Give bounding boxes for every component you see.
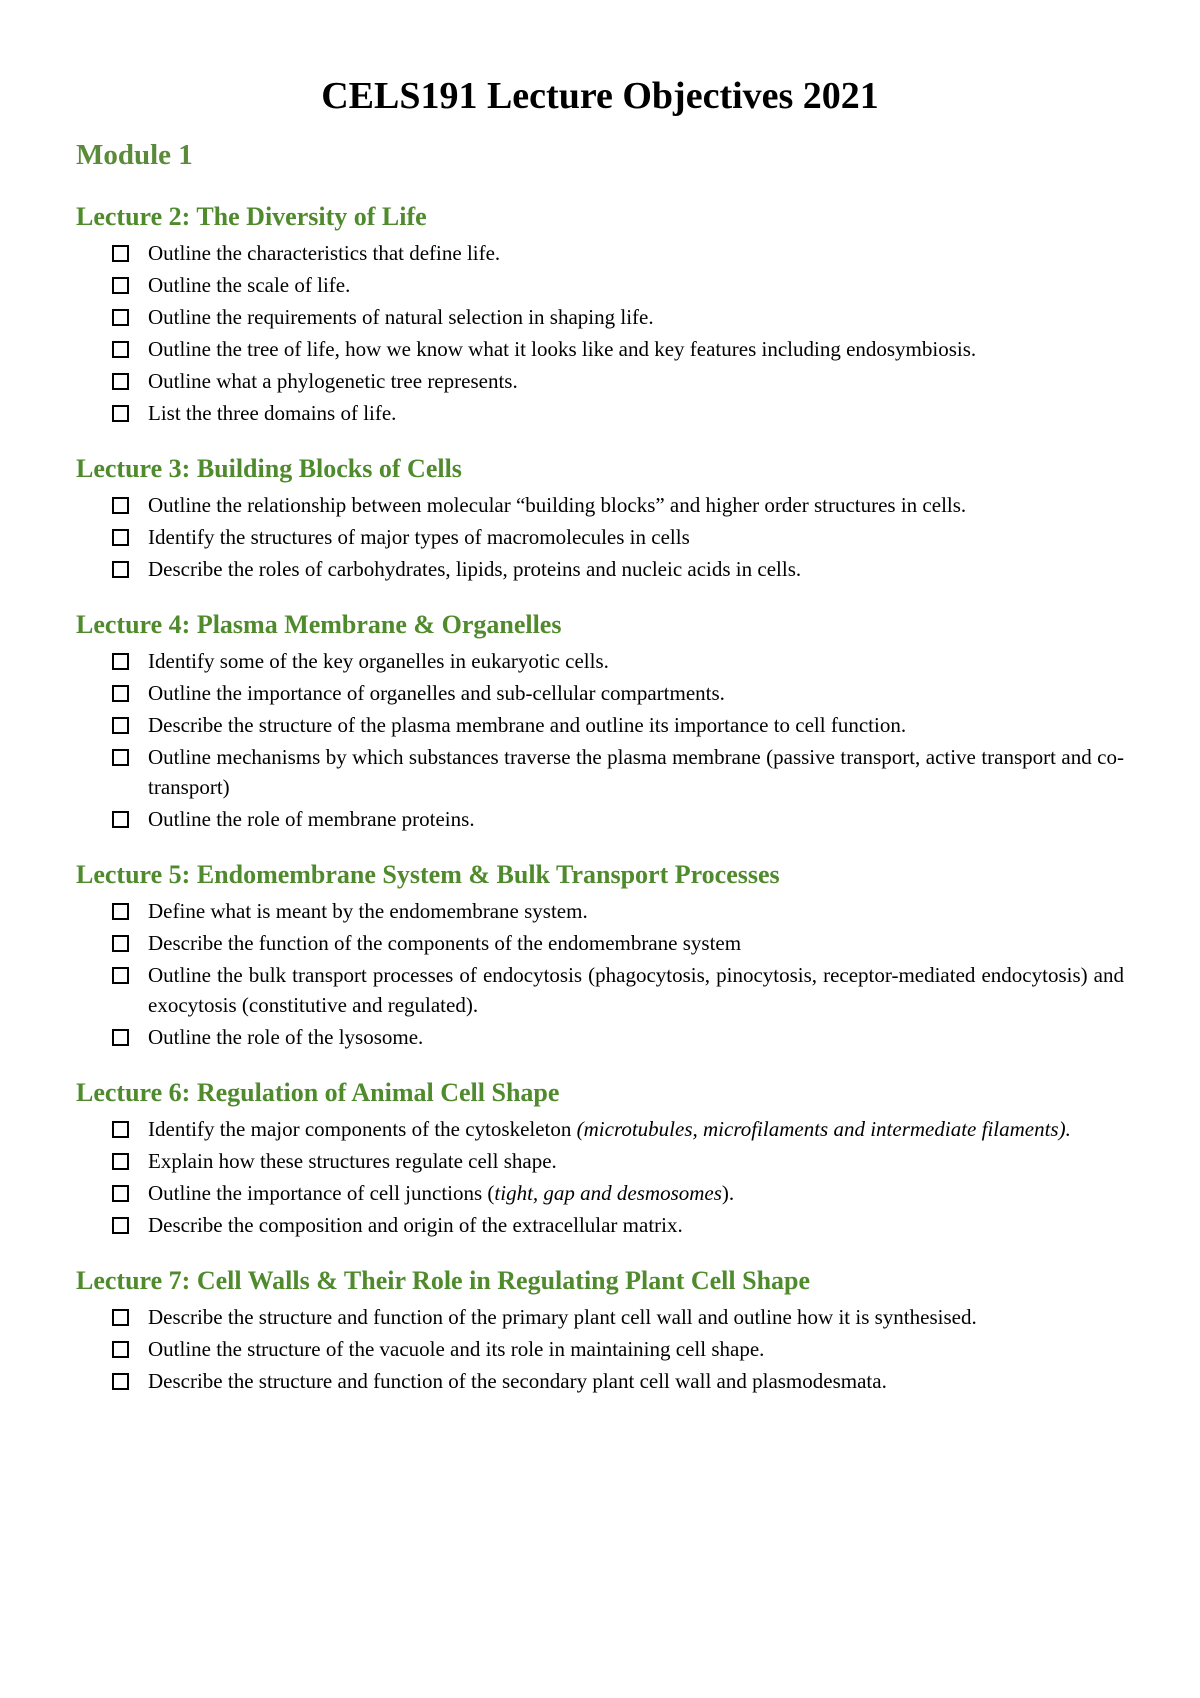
lecture-number: Lecture 3: <box>76 454 191 483</box>
objective-text: Explain how these structures regulate cell shape. <box>148 1149 557 1173</box>
objective-item <box>112 804 1124 834</box>
checkbox-icon[interactable] <box>112 935 129 952</box>
objective-item <box>112 928 1124 958</box>
objective-text: Describe the structure and function of the secondary plant cell wall and plasmodesmata. <box>148 1369 887 1393</box>
objective-italic-text: tight, gap and desmosomes <box>494 1181 722 1205</box>
checkbox-icon[interactable] <box>112 277 129 294</box>
checkbox-icon[interactable] <box>112 1217 129 1234</box>
objective-text: Describe the composition and origin of the extracellular matrix. <box>148 1213 683 1237</box>
objective-item <box>112 960 1124 1020</box>
objective-item <box>112 334 1124 364</box>
lecture-heading <box>76 608 1124 642</box>
checkbox-icon[interactable] <box>112 1373 129 1390</box>
objective-text: Outline the scale of life. <box>148 273 351 297</box>
lecture-section <box>76 200 1124 428</box>
checkbox-icon[interactable] <box>112 717 129 734</box>
checkbox-icon[interactable] <box>112 967 129 984</box>
objective-item <box>112 398 1124 428</box>
objective-list <box>76 490 1124 584</box>
lecture-number: Lecture 2: <box>76 202 191 231</box>
objective-item <box>112 1114 1124 1144</box>
objective-text: Outline the characteristics that define life. <box>148 241 501 265</box>
checkbox-icon[interactable] <box>112 341 129 358</box>
objective-text: Outline the role of membrane proteins. <box>148 807 475 831</box>
lecture-title: Cell Walls & Their Role in Regulating Plant Cell Shape <box>196 1266 811 1295</box>
objective-text: Outline the importance of cell junctions ( <box>148 1181 495 1205</box>
objective-text: Identify some of the key organelles in eukaryotic cells. <box>148 649 609 673</box>
checkbox-icon[interactable] <box>112 405 129 422</box>
checkbox-icon[interactable] <box>112 1309 129 1326</box>
objective-text: Outline the structure of the vacuole and its role in maintaining cell shape. <box>148 1337 765 1361</box>
objective-item <box>112 710 1124 740</box>
objective-text: Outline what a phylogenetic tree represents. <box>148 369 518 393</box>
checkbox-icon[interactable] <box>112 309 129 326</box>
objective-text: Identify the structures of major types of macromolecules in cells <box>148 525 690 549</box>
objective-item <box>112 1178 1124 1208</box>
objective-list <box>76 896 1124 1052</box>
checkbox-icon[interactable] <box>112 561 129 578</box>
objective-item <box>112 1302 1124 1332</box>
objective-text-suffix: ). <box>721 1181 735 1205</box>
objective-item <box>112 302 1124 332</box>
checkbox-icon[interactable] <box>112 653 129 670</box>
checkbox-icon[interactable] <box>112 1121 129 1138</box>
checkbox-icon[interactable] <box>112 245 129 262</box>
lecture-number: Lecture 6: <box>76 1078 191 1107</box>
lecture-number: Lecture 7: <box>76 1266 191 1295</box>
objective-item <box>112 896 1124 926</box>
objective-text: Define what is meant by the endomembrane system. <box>148 899 588 923</box>
checkbox-icon[interactable] <box>112 1029 129 1046</box>
objective-item <box>112 1022 1124 1052</box>
objective-item <box>112 270 1124 300</box>
objective-item <box>112 1366 1124 1396</box>
objective-text: Outline the relationship between molecular “building blocks” and higher order structures in cells. <box>148 493 967 517</box>
objective-text: Describe the structure of the plasma membrane and outline its importance to cell function. <box>148 713 907 737</box>
objective-item <box>112 678 1124 708</box>
lecture-section <box>76 452 1124 584</box>
module-heading: Module 1 <box>76 139 193 171</box>
lecture-title: Regulation of Animal Cell Shape <box>196 1078 560 1107</box>
objective-item <box>112 554 1124 584</box>
lecture-heading <box>76 200 1124 234</box>
lecture-section <box>76 1264 1124 1396</box>
objective-item <box>112 490 1124 520</box>
checkbox-icon[interactable] <box>112 1341 129 1358</box>
checkbox-icon[interactable] <box>112 1185 129 1202</box>
objective-text: Outline the requirements of natural selection in shaping life. <box>148 305 654 329</box>
objective-item <box>112 1334 1124 1364</box>
objective-text: Outline mechanisms by which substances traverse the plasma membrane (passive transport, active transport and co-transport) <box>148 745 1124 799</box>
lecture-list <box>76 200 1124 1396</box>
checkbox-icon[interactable] <box>112 811 129 828</box>
objective-item <box>112 742 1124 802</box>
objective-text: Outline the importance of organelles and sub-cellular compartments. <box>148 681 725 705</box>
objective-text: Describe the structure and function of the primary plant cell wall and outline how it is synthesised. <box>148 1305 977 1329</box>
objective-text: Outline the tree of life, how we know what it looks like and key features including endosymbiosis. <box>148 337 977 361</box>
objective-list <box>76 238 1124 428</box>
lecture-heading <box>76 1076 1124 1110</box>
checkbox-icon[interactable] <box>112 903 129 920</box>
checkbox-icon[interactable] <box>112 529 129 546</box>
checkbox-icon[interactable] <box>112 1153 129 1170</box>
lecture-title: Endomembrane System & Bulk Transport Processes <box>196 860 780 889</box>
lecture-title: Plasma Membrane & Organelles <box>196 610 562 639</box>
objective-text: Identify the major components of the cytoskeleton <box>148 1117 577 1141</box>
objective-text: Describe the function of the components of the endomembrane system <box>148 931 742 955</box>
objective-item <box>112 238 1124 268</box>
lecture-section <box>76 1076 1124 1240</box>
objective-item <box>112 522 1124 552</box>
objective-text: Outline the bulk transport processes of endocytosis (phagocytosis, pinocytosis, receptor-mediated endocytosis) and exocytosis (constitutive and regulated). <box>148 963 1124 1017</box>
lecture-heading <box>76 452 1124 486</box>
objective-list <box>76 646 1124 834</box>
objective-item <box>112 1146 1124 1176</box>
objective-list <box>76 1302 1124 1396</box>
objective-text: Outline the role of the lysosome. <box>148 1025 424 1049</box>
checkbox-icon[interactable] <box>112 497 129 514</box>
objective-text: List the three domains of life. <box>148 401 397 425</box>
objective-list <box>76 1114 1124 1240</box>
checkbox-icon[interactable] <box>112 749 129 766</box>
lecture-heading <box>76 1264 1124 1298</box>
lecture-section <box>76 608 1124 834</box>
lecture-section <box>76 858 1124 1052</box>
lecture-number: Lecture 4: <box>76 610 191 639</box>
checkbox-icon[interactable] <box>112 373 129 390</box>
lecture-title: Building Blocks of Cells <box>196 454 462 483</box>
objective-italic-text: (microtubules, microfilaments and intermediate filaments). <box>576 1117 1071 1141</box>
objective-item <box>112 1210 1124 1240</box>
objective-text: Describe the roles of carbohydrates, lipids, proteins and nucleic acids in cells. <box>148 557 802 581</box>
objective-item <box>112 646 1124 676</box>
document-title: CELS191 Lecture Objectives 2021 <box>321 75 879 117</box>
checkbox-icon[interactable] <box>112 685 129 702</box>
lecture-number: Lecture 5: <box>76 860 191 889</box>
objective-item <box>112 366 1124 396</box>
lecture-heading <box>76 858 1124 892</box>
lecture-title: The Diversity of Life <box>196 202 427 231</box>
